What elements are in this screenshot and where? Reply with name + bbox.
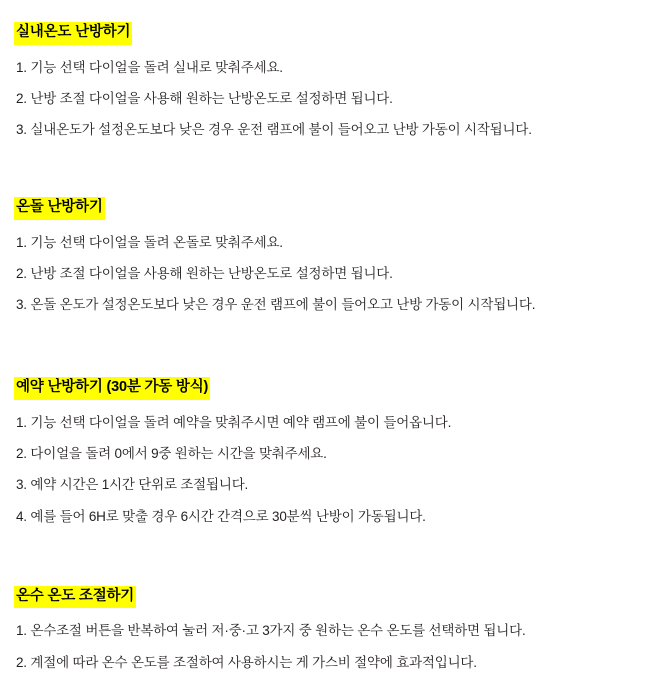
- section-spacer: [14, 539, 636, 586]
- section-ondol-heating: [14, 197, 636, 314]
- body-line: 2. 다이얼을 돌려 0에서 9중 원하는 시간을 맞춰주세요.: [16, 446, 327, 462]
- section-heading: 실내온도 난방하기: [14, 22, 132, 45]
- section-heading: 온수 온도 조절하기: [14, 586, 136, 609]
- section-heading: 온돌 난방하기: [14, 197, 105, 220]
- section-hot-water-temperature: [14, 586, 636, 672]
- body-line: 1. 기능 선택 다이얼을 돌려 온돌로 맞춰주세요.: [16, 234, 283, 250]
- body-line: 3. 실내온도가 설정온도보다 낮은 경우 운전 램프에 불이 들어오고 난방 가동이 시작됩니다.: [16, 122, 532, 137]
- section-body: [14, 622, 636, 671]
- section-heading: 예약 난방하기 (30분 가동 방식): [14, 377, 210, 400]
- body-line: 2. 계절에 따라 온수 온도를 조절하여 사용하시는 게 가스비 절약에 효과적입니다.: [16, 654, 477, 670]
- body-line: 2. 난방 조절 다이얼을 사용해 원하는 난방온도로 설정하면 됩니다.: [16, 266, 393, 281]
- body-line: 2. 난방 조절 다이얼을 사용해 원하는 난방온도로 설정하면 됩니다.: [16, 90, 393, 106]
- body-line: 3. 예약 시간은 1시간 단위로 조절됩니다.: [16, 477, 249, 493]
- section-body: [14, 59, 636, 140]
- section-spacer: [14, 327, 636, 377]
- body-line: 1. 온수조절 버튼을 반복하여 눌러 저·중·고 3가지 중 원하는 온수 온도를 선택하면 됩니다.: [16, 623, 526, 639]
- section-indoor-heating: [14, 22, 636, 139]
- section-reservation-heating: [14, 377, 636, 525]
- section-body: [14, 234, 636, 315]
- section-body: [14, 414, 636, 526]
- body-line: 1. 기능 선택 다이얼을 돌려 실내로 맞춰주세요.: [16, 59, 283, 75]
- section-spacer: [14, 152, 636, 197]
- body-line: 1. 기능 선택 다이얼을 돌려 예약을 맞춰주시면 예약 램프에 불이 들어옵니다.: [16, 415, 452, 430]
- body-line: 4. 예를 들어 6H로 맞출 경우 6시간 간격으로 30분씩 난방이 가동됩니다.: [16, 508, 426, 524]
- body-line: 3. 온돌 온도가 설정온도보다 낮은 경우 운전 램프에 불이 들어오고 난방 가동이 시작됩니다.: [16, 297, 536, 313]
